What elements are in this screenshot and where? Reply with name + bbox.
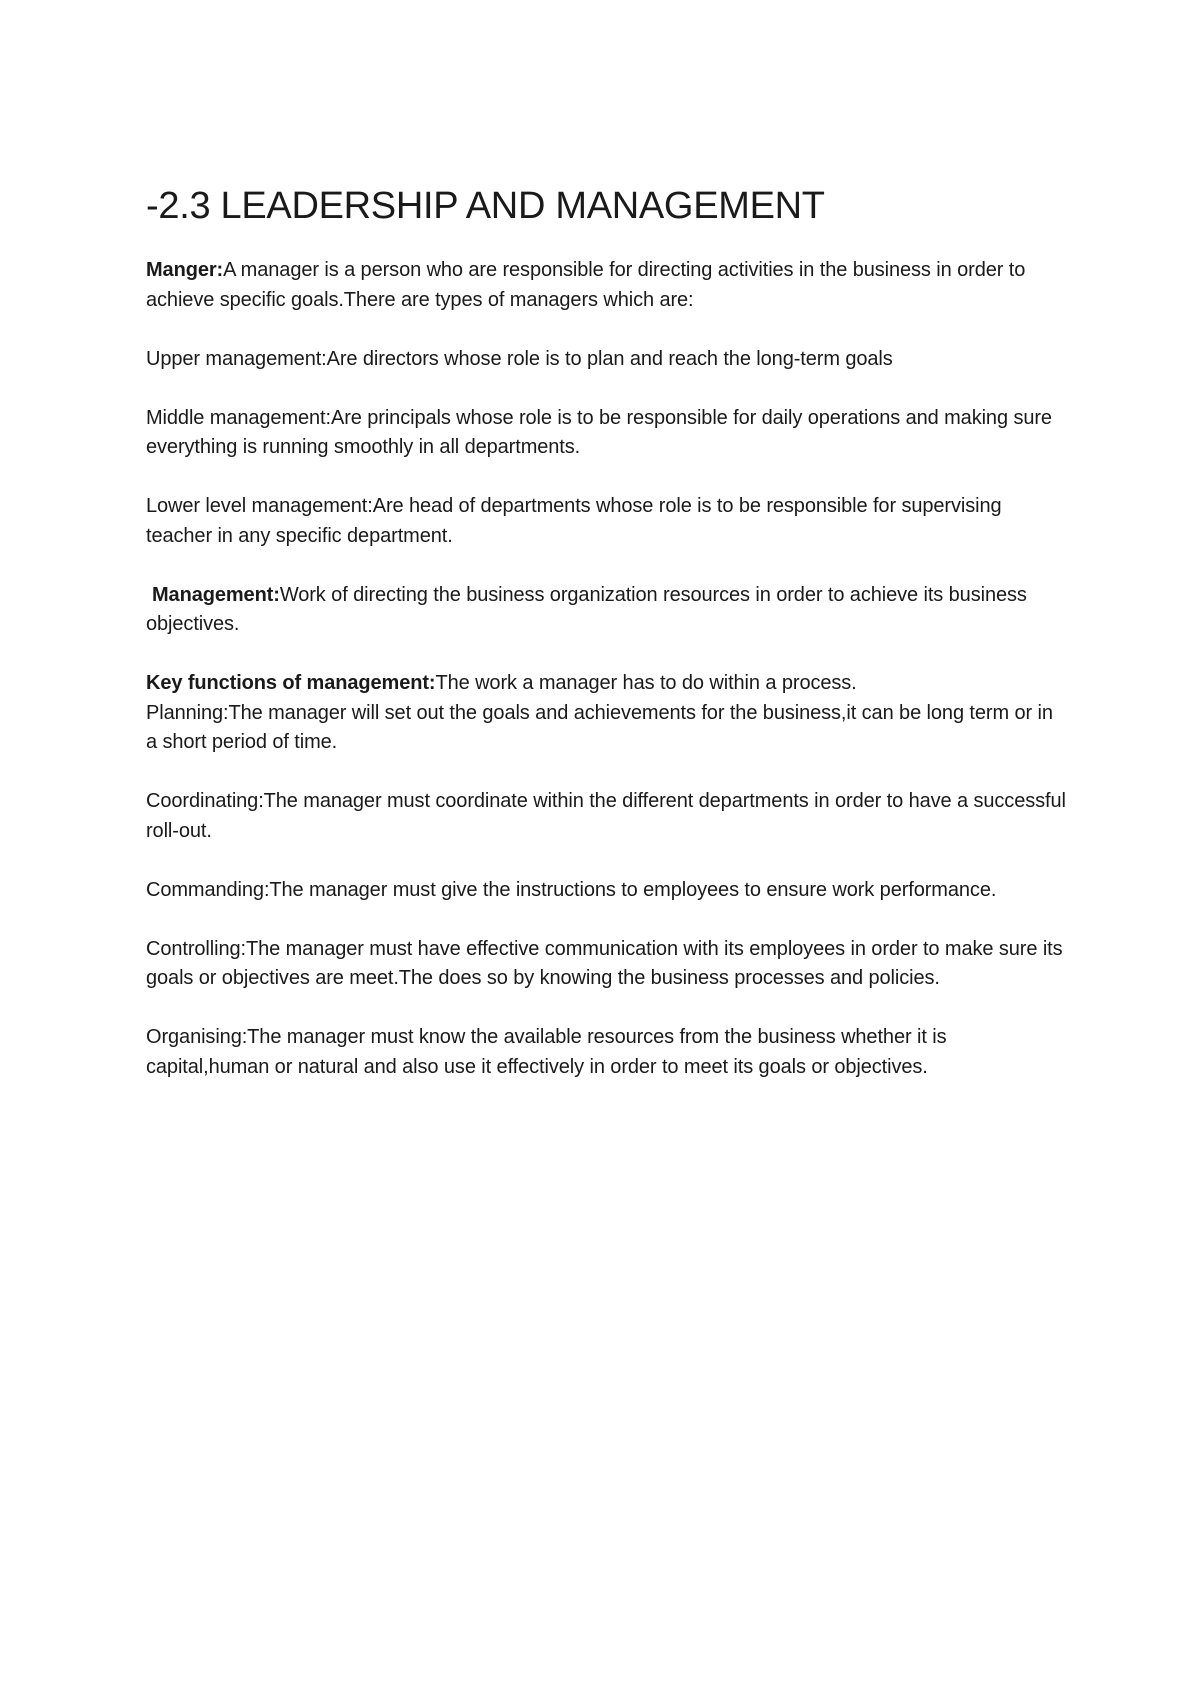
- term-label: Management:: [152, 583, 280, 606]
- paragraph-text: Work of directing the business organization resources in order to achieve its business objectives.: [146, 583, 1027, 635]
- term-label: Key functions of management:: [146, 672, 436, 694]
- paragraph-text: Upper management:Are directors whose role is to plan and reach the long-term goals: [146, 347, 893, 370]
- paragraph-organising: [146, 1023, 1066, 1082]
- paragraph-text: Middle management:Are principals whose role is to be responsible for daily operations and making sure everything is running smoothly in all departments.: [146, 406, 1052, 458]
- paragraph-text: Planning:The manager will set out the goals and achievements for the business,it can be long term or in a short period of time.: [146, 701, 1053, 753]
- paragraph-commanding: [146, 876, 1066, 906]
- paragraph-text: Controlling:The manager must have effective communication with its employees in order to make sure its goals or objectives are meet.The does so by knowing the business processes and policies.: [146, 937, 1063, 989]
- paragraph-text: Commanding:The manager must give the instructions to employees to ensure work performance.: [146, 878, 997, 901]
- paragraph-text: Lower level management:Are head of departments whose role is to be responsible for supervising teacher in any specific department.: [146, 495, 1002, 547]
- paragraph-middle-management: [146, 404, 1066, 463]
- paragraph-controlling: [146, 935, 1066, 994]
- paragraph-key-functions: [146, 669, 1066, 699]
- paragraph-lower-management: [146, 492, 1066, 551]
- paragraph-planning: [146, 699, 1066, 758]
- paragraph-coordinating: [146, 787, 1066, 846]
- paragraph-manager-definition: [146, 256, 1066, 315]
- paragraph-text: A manager is a person who are responsible for directing activities in the business in order to achieve specific goals.There are types of managers which are:: [146, 259, 1026, 311]
- paragraph-text: Organising:The manager must know the available resources from the business whether it is capital,human or natural and also use it effectively in order to meet its goals or objectives.: [146, 1026, 947, 1078]
- paragraph-management-definition: [146, 581, 1066, 640]
- section-heading: -2.3 LEADERSHIP AND MANAGEMENT: [146, 185, 825, 227]
- paragraph-upper-management: [146, 345, 1066, 375]
- paragraph-text: Coordinating:The manager must coordinate within the different departments in order to have a successful roll-out.: [146, 790, 1066, 842]
- term-label: Manger:: [146, 259, 224, 281]
- paragraph-text: The work a manager has to do within a process.: [435, 672, 857, 694]
- document-body: [146, 183, 1066, 1112]
